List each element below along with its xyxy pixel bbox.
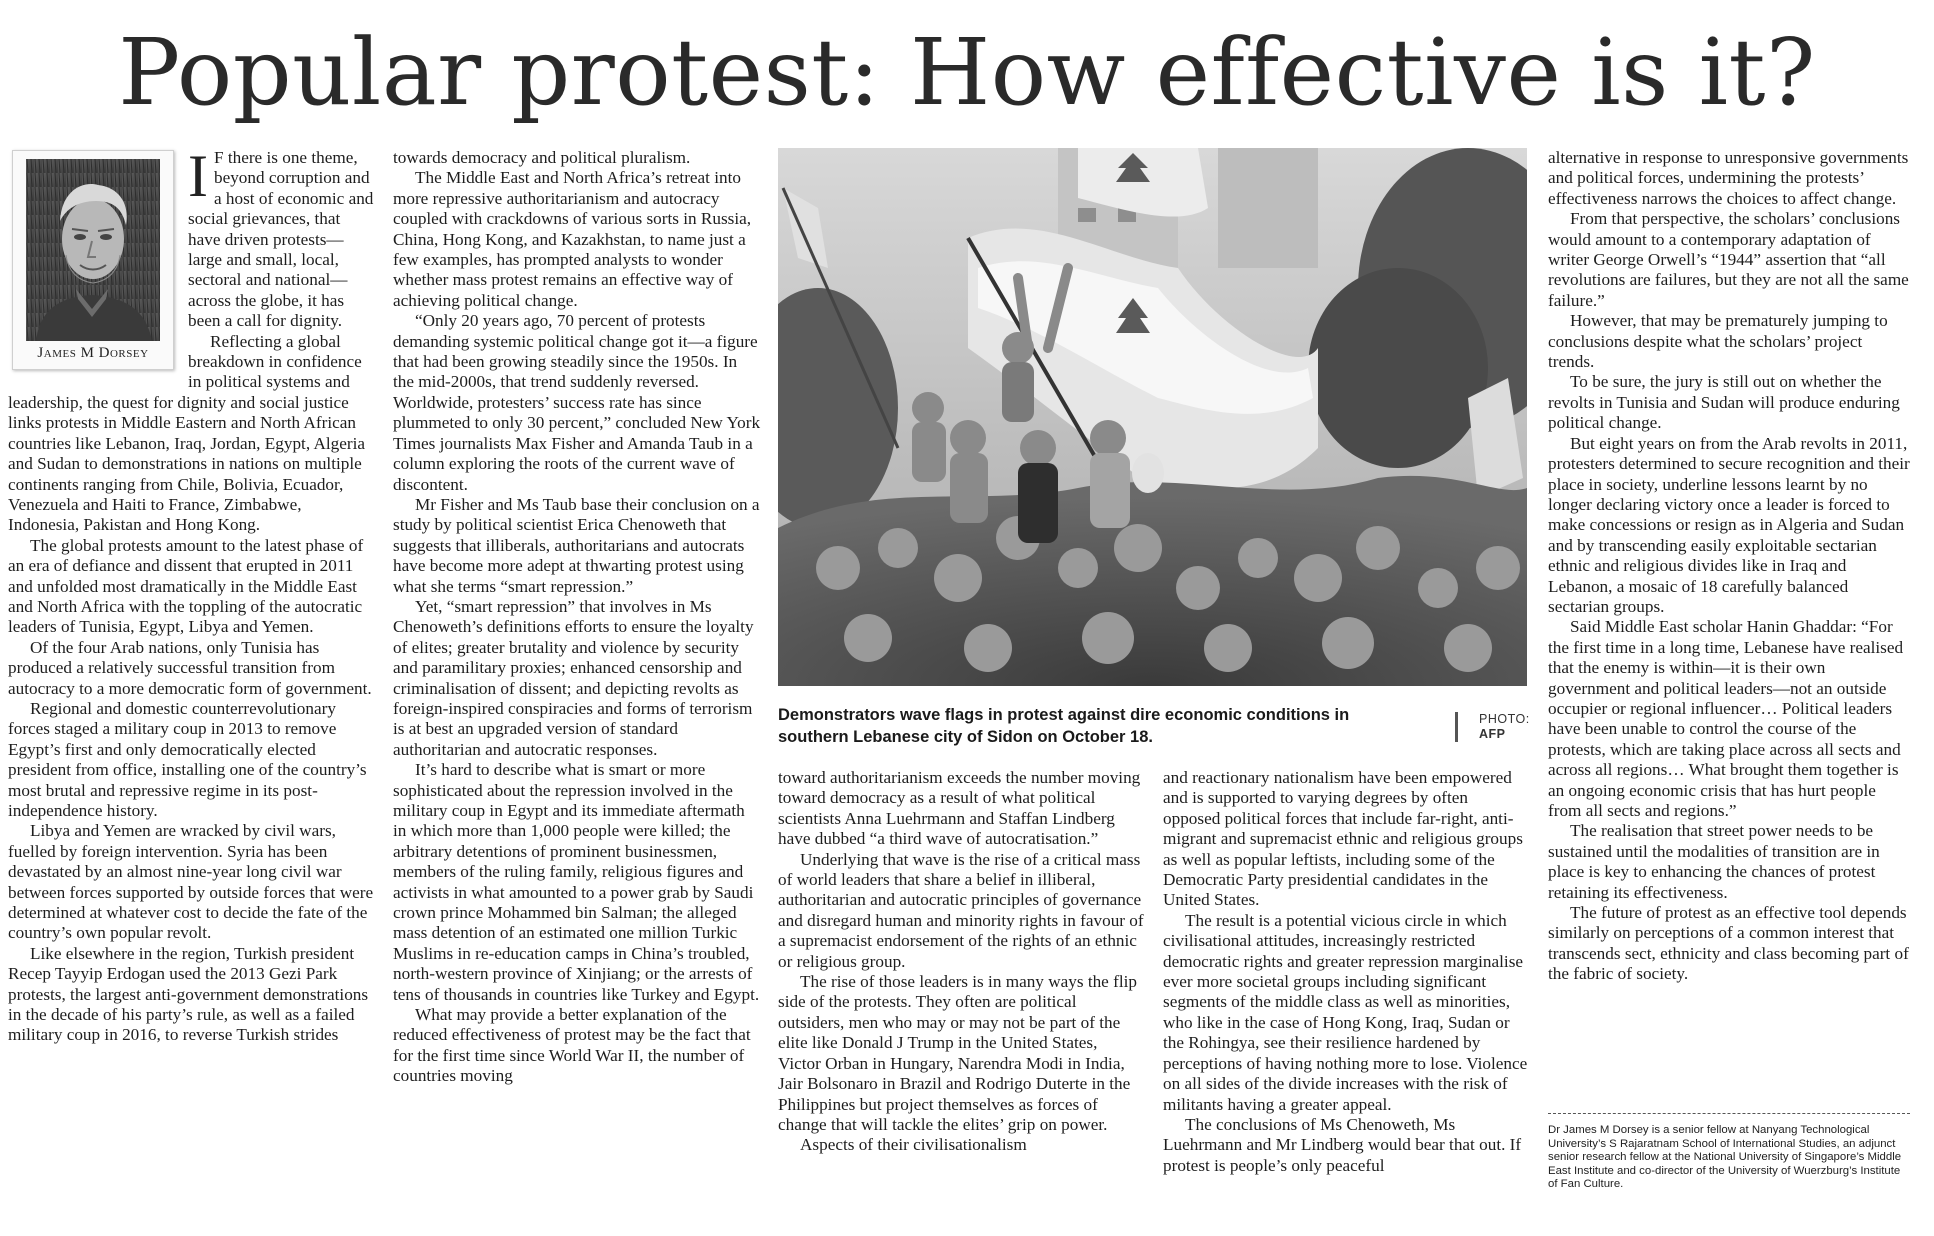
paragraph: Regional and domestic counterrevolutionary forces staged a military coup in 2013 to remove Egypt’s first and only democratically elected president from office, installing one of the country’s most brutal and repressive regime in its post-independence history. xyxy=(8,698,367,820)
paragraph: The result is a potential vicious circle in which civilisational attitudes, increasingly restricted democratic rights and greater repression marginalise ever more societal groups including significant segments of the middle class as well as minorities, who like in the case of Hong Kong, Iraq, Sudan or the Rohingya, see their resilience hardened by perceptions of having nothing more to lose. Violence on all sides of the divide increases with the risk of militants having a greater appeal. xyxy=(1163,910,1528,1114)
article-column-2 xyxy=(393,148,761,1087)
protest-photo-image xyxy=(778,148,1527,686)
paragraph: It’s hard to describe what is smart or more sophisticated about the repression involved in the military coup in Egypt and its immediate aftermath in which more than 1,000 people were killed; the arbitrary detentions of prominent businessmen, members of the ruling family, religious figures and activists in what amounted to a power grab by Saudi crown prince Mohammed bin Salman; the alleged mass detention of an estimated one million Turkic Muslims in re-education camps in China’s troubled, north-western province of Xinjiang; or the arrests of tens of thousands in countries like Turkey and Egypt. xyxy=(393,760,760,1004)
article-column-1 xyxy=(8,143,376,1046)
lead-paragraph: F there is one theme, beyond corruption and a host of economic and social grievances, that have driven protests—large and small, local, sectoral and national—across the globe, it has been a call for dignity. xyxy=(188,148,374,331)
credit-divider xyxy=(1455,712,1458,742)
paragraph: The conclusions of Ms Chenoweth, Ms Luehrmann and Mr Lindberg would bear that out. If protest is people’s only peaceful xyxy=(1163,1114,1522,1175)
bio-divider xyxy=(1548,1113,1910,1114)
article-column-4 xyxy=(1163,768,1529,1176)
photo-credit-label: PHOTO: xyxy=(1479,712,1530,726)
paragraph: The Middle East and North Africa’s retreat into more repressive authoritarianism and autocracy coupled with crackdowns of various sorts in Russia, China, Hong Kong, and Kazakhstan, to name just a few examples, has prompted analysts to wonder whether mass protest remains an effective way of achieving political change. xyxy=(393,168,752,310)
paragraph: Like elsewhere in the region, Turkish president Recep Tayyip Erdogan used the 2013 Gezi Park protests, the largest anti-government demonstrations in the decade of his party’s rule, as well as a failed military coup in 2016, to reverse Turkish strides xyxy=(8,943,369,1045)
paragraph: alternative in response to unresponsive governments and political forces, undermining the protests’ effectiveness narrows the choices to affect change. xyxy=(1548,148,1909,208)
paragraph: Yet, “smart repression” that involves in Ms Chenoweth’s definitions efforts to ensure the loyalty of elites; greater brutality and violence by security and paramilitary proxies; enhanced censorship and criminalisation of dissent; and depicting revolts as foreign-inspired conspiracies and forms of terrorism is at best an upgraded version of standard authoritarian and autocratic responses. xyxy=(393,596,754,759)
paragraph: The future of protest as an effective tool depends similarly on perceptions of a common interest that transcends sect, ethnicity and class becoming part of the fabric of society. xyxy=(1548,903,1909,984)
author-box xyxy=(12,150,174,370)
paragraph: The global protests amount to the latest phase of an era of defiance and dissent that erupted in 2011 and unfolded most dramatically in the Middle East and North Africa with the toppling of the autocratic leaders of Tunisia, Egypt, Libya and Yemen. xyxy=(8,535,364,637)
paragraph: Libya and Yemen are wracked by civil wars, fuelled by foreign intervention. Syria has been devastated by an almost nine-year long civil war between forces supported by outside forces that were determined at whatever cost to decide the fate of the country’s own popular revolt. xyxy=(8,821,374,943)
paragraph: Said Middle East scholar Hanin Ghaddar: “For the first time in a long time, Lebanese have realised that the enemy is within—it is their own government and political leaders—not an outside occupier or regional influencer… Political leaders have been unable to control the course of the protests, which are taking place across all sects and across all regions… What brought them together is an ongoing economic crisis that has hurt people from all sects and regions.” xyxy=(1548,617,1904,820)
drop-cap: I xyxy=(188,143,208,209)
paragraph: towards democracy and political pluralism. xyxy=(393,148,691,167)
paragraph: Reflecting a global breakdown in confidence in political systems and leadership, the quest for dignity and social justice links protests in Middle Eastern and North African countries like Lebanon, Iraq, Jordan, Egypt, Algeria and Sudan to demonstrations in nations on multiple continents ranging from Chile, Bolivia, Ecuador, Venezuela and Haiti to France, Zimbabwe, Indonesia, Pakistan and Hong Kong. xyxy=(8,331,366,535)
paragraph: Underlying that wave is the rise of a critical mass of world leaders that share a belief in illiberal, authoritarian and autocratic principles of governance and disregard human and minority rights in favour of a supremacist endorsement of the rights of an ethnic or religious group. xyxy=(778,849,1144,971)
paragraph: and reactionary nationalism have been empowered and is supported to varying degrees by often opposed political forces that include far-right, anti-migrant and supremacist ethnic and religious groups as well as popular leftists, including some of the Democratic Party presidential candidates in the United States. xyxy=(1163,768,1523,910)
photo-credit xyxy=(1479,712,1530,742)
author-portrait xyxy=(26,159,160,341)
author-name: James M Dorsey xyxy=(37,345,149,361)
article-column-5 xyxy=(1548,148,1910,985)
paragraph: The realisation that street power needs to be sustained until the modalities of transition are in place is key to enhancing the chances of protest retaining its effectiveness. xyxy=(1548,821,1880,902)
paragraph: “Only 20 years ago, 70 percent of protests demanding systemic political change got it—a figure that had been growing steadily since the 1950s. In the mid-2000s, that trend suddenly reversed. Worldwide, protesters’ success rate has since plummeted to only 30 percent,” concluded New York Times journalists Max Fisher and Amanda Taub in a column exploring the roots of the current wave of discontent. xyxy=(393,311,761,494)
paragraph: Of the four Arab nations, only Tunisia has produced a relatively successful transition from autocracy to a more democratic form of government. xyxy=(8,637,372,698)
photo-credit-source: AFP xyxy=(1479,727,1506,741)
paragraph: From that perspective, the scholars’ conclusions would amount to a contemporary adaptation of writer George Orwell’s “1944” assertion that “all revolutions are failures, but they are not all the same failure.” xyxy=(1548,209,1909,310)
author-bio: Dr James M Dorsey is a senior fellow at Nanyang Technological University’s S Rajaratnam School of International Studies, an adjunct senior research fellow at the National University of Singapore’s Middle East Institute and co-director of the University of Wuerzburg’s Institute of Fan Culture. xyxy=(1548,1124,1902,1191)
photo-caption: Demonstrators wave flags in protest against dire economic conditions in southern Lebanese city of Sidon on October 18. xyxy=(778,706,1350,746)
paragraph: To be sure, the jury is still out on whether the revolts in Tunisia and Sudan will produce enduring political change. xyxy=(1548,372,1900,433)
paragraph: However, that may be prematurely jumping to conclusions despite what the scholars’ project trends. xyxy=(1548,311,1888,372)
paragraph: toward authoritarianism exceeds the number moving toward democracy as a result of what political scientists Anna Luehrmann and Staffan Lindberg have dubbed “a third wave of autocratisation.” xyxy=(778,768,1141,849)
paragraph: But eight years on from the Arab revolts in 2011, protesters determined to secure recognition and their place in society, underline lessons learnt by no longer declaring victory once a leader is forced to make concessions or resign as in Algeria and Sudan and by transcending easily exploitable sectarian ethnic and religious divides like in Iraq and Lebanon, a mosaic of 18 carefully balanced sectarian groups. xyxy=(1548,433,1910,616)
article-column-3 xyxy=(778,768,1144,1156)
paragraph: What may provide a better explanation of the reduced effectiveness of protest may be the fact that for the first time since World War II, the number of countries moving xyxy=(393,1005,751,1086)
paragraph: The rise of those leaders is in many ways the flip side of the protests. They often are political outsiders, men who may or may not be part of the elite like Donald J Trump in the United States, Victor Orban in Hungary, Narendra Modi in India, Jair Bolsonaro in Brazil and Rodrigo Duterte in the Philippines but project themselves as forces of change that will tackle the elites’ grip on power. xyxy=(778,972,1137,1134)
paragraph: Aspects of their civilisationalism xyxy=(800,1135,1027,1155)
headline: Popular protest: How effective is it? xyxy=(118,19,1816,126)
paragraph: Mr Fisher and Ms Taub base their conclusion on a study by political scientist Erica Chenoweth that suggests that illiberals, authoritarians and autocrats have become more adept at thwarting protest using what she terms “smart repression.” xyxy=(393,494,760,596)
protest-photo xyxy=(778,148,1527,686)
